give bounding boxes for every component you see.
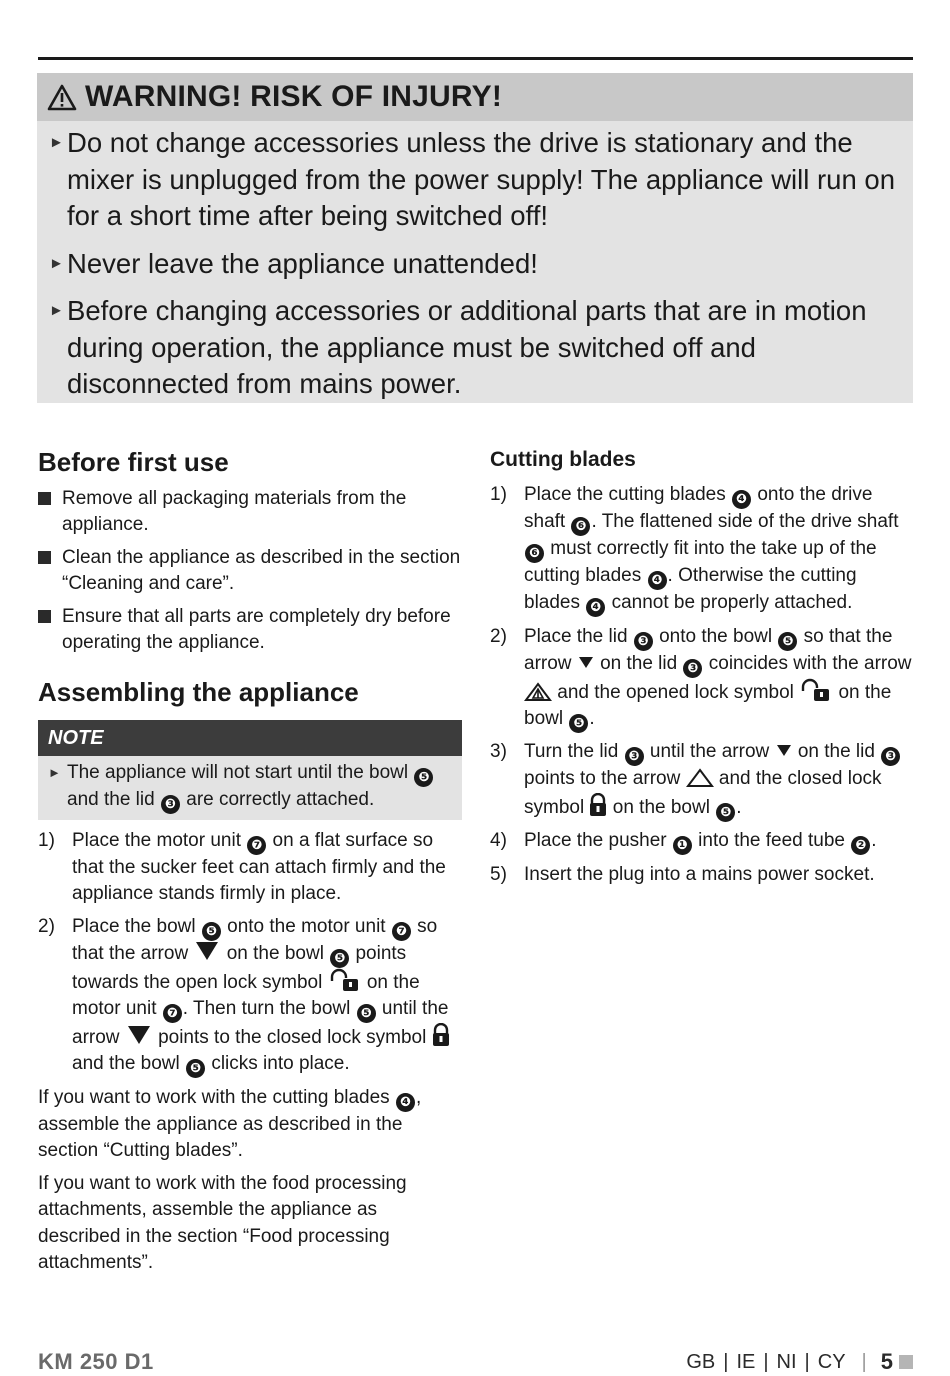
ref-number-icon: ❺ [778, 632, 797, 651]
section-heading-cutting-blades: Cutting blades [490, 448, 636, 471]
section-heading-before-first-use: Before first use [38, 447, 229, 477]
warning-triangle-icon [47, 84, 77, 111]
footer-separator: | [804, 1350, 810, 1373]
step-text [72, 914, 462, 1079]
step-number: 5) [490, 863, 507, 885]
step-text-part: into the feed tube [698, 830, 845, 852]
ref-number-icon: ❹ [648, 571, 667, 590]
step-text-part: until the arrow [72, 998, 449, 1049]
step-text-part: on the bowl [524, 681, 892, 729]
ref-number-icon: ❸ [683, 659, 702, 678]
arrow-bullet-icon: ► [49, 254, 64, 272]
warning-item [49, 293, 899, 403]
ref-number-icon: ❺ [569, 714, 588, 733]
arrow-down-icon [777, 745, 791, 756]
list-item [38, 604, 462, 657]
arrow-bullet-icon: ► [49, 134, 64, 151]
ref-number-icon: ❸ [161, 795, 180, 814]
step-text-part: onto the drive shaft [524, 484, 873, 532]
step-text-part: clicks into place. [211, 1053, 350, 1075]
page-marker-square [899, 1355, 913, 1369]
ref-number-icon: ❻ [525, 544, 544, 563]
step-text [524, 739, 912, 821]
ref-number-icon: ❸ [881, 747, 900, 766]
footer-country: CY [817, 1350, 846, 1373]
arrow-down-icon [196, 942, 218, 960]
before-first-use-list [38, 486, 462, 657]
step-text-part: so that the arrow [72, 915, 438, 964]
step-text-part: on the bowl [226, 942, 324, 964]
warning-item [49, 246, 899, 283]
step-text [72, 828, 462, 908]
step-text-part: until the arrow [649, 741, 770, 763]
step-text-part: . Otherwise the cutting blades [524, 565, 857, 613]
step-text-part: Place the bowl [72, 915, 196, 937]
ref-number-icon: ❺ [202, 922, 221, 941]
step-text-part: points towards the open lock symbol [72, 942, 407, 993]
step-text-part: points to the arrow [524, 768, 681, 790]
step-text: Insert the plug into a mains power socket. [524, 863, 875, 885]
ref-number-icon: ❼ [163, 1004, 182, 1023]
cutting-blades-steps [490, 482, 912, 888]
arrow-up-outline-icon [686, 768, 714, 788]
list-item-text: Remove all packaging materials from the appliance. [62, 488, 407, 536]
paragraph-cutting-blades-ref [38, 1085, 462, 1165]
step-text-part: must correctly fit into the take up of the cutting blades [524, 538, 877, 586]
step-text-part: . [871, 830, 877, 852]
note-header: NOTE [38, 720, 462, 756]
step-text-part: and the bowl [72, 1053, 180, 1075]
paragraph-text-part: , assemble the appliance as described in the section “Cutting blades”. [38, 1086, 422, 1162]
paragraph-food-processing-ref: If you want to work with the food processing attachments, assemble the appliance as described in the section “Food processing attachments”. [38, 1173, 407, 1273]
ref-number-icon: ❻ [571, 517, 590, 536]
step-item [38, 828, 462, 908]
footer-country: NI [776, 1350, 797, 1373]
step-text-part: on the bowl [612, 796, 710, 818]
step-text [524, 828, 877, 855]
square-bullet-icon [38, 551, 51, 564]
warning-list [37, 121, 913, 403]
square-bullet-icon [38, 610, 51, 623]
step-text-part: Place the cutting blades [524, 484, 726, 505]
ref-number-icon: ❺ [357, 1004, 376, 1023]
page-number: 5 [880, 1349, 893, 1374]
ref-number-icon: ❹ [586, 598, 605, 617]
assembly-steps [38, 828, 462, 1079]
ref-number-icon: ❺ [330, 949, 349, 968]
ref-number-icon: ❸ [625, 747, 644, 766]
arrow-down-icon [579, 657, 593, 668]
ref-number-icon: ❺ [716, 803, 735, 822]
footer-separator: | [723, 1350, 729, 1373]
step-text-part: and the opened lock symbol [557, 681, 794, 703]
ref-number-icon: ❼ [392, 922, 411, 941]
warning-item-text: Never leave the appliance unattended! [67, 247, 538, 279]
step-number: 2) [490, 625, 507, 647]
section-heading-assembling: Assembling the appliance [38, 676, 359, 707]
note-body [38, 756, 462, 820]
list-item [38, 545, 462, 598]
top-rule [38, 57, 913, 60]
step-number: 3) [490, 741, 507, 763]
step-text-part: Place the motor unit [72, 829, 241, 851]
arrow-bullet-icon: ► [49, 302, 64, 319]
arrow-bullet-icon: ► [48, 764, 61, 780]
step-text-part: coincides with the arrow [708, 652, 912, 674]
footer-country: GB [686, 1350, 716, 1373]
ref-number-icon: ❶ [673, 836, 692, 855]
step-text-part: . The flattened side of the drive shaft [591, 511, 899, 532]
note-text-part: and the lid [67, 788, 155, 810]
step-text-part: cannot be properly attached. [611, 592, 853, 613]
arrow-up-marker-icon [524, 682, 552, 702]
step-text-part: on the lid [600, 652, 678, 674]
footer-country: IE [736, 1350, 756, 1373]
closed-lock-icon [589, 793, 607, 817]
step-item [490, 482, 912, 617]
list-item [38, 486, 462, 539]
footer-separator: | [763, 1350, 769, 1373]
step-item [490, 624, 912, 733]
paragraph-text-part: If you want to work with the cutting blades [38, 1086, 390, 1108]
ref-number-icon: ❸ [634, 632, 653, 651]
step-text-part: on a flat surface so that the sucker feet can attach firmly and the appliance stands firmly in place. [72, 829, 446, 905]
square-bullet-icon [38, 492, 51, 505]
step-text-part: . Then turn the bowl [182, 998, 351, 1020]
warning-item-text: Do not change accessories unless the drive is stationary and the mixer is unplugged from the power supply! The appliance will run on for a short time after being switched off! [67, 127, 895, 231]
footer-page-info [686, 1349, 913, 1375]
step-item [38, 914, 462, 1079]
ref-number-icon: ❼ [247, 836, 266, 855]
step-text-part: and the closed lock symbol [524, 768, 882, 818]
right-column [490, 444, 912, 894]
note-text-part: The appliance will not start until the bowl [67, 761, 409, 783]
warning-header [37, 73, 913, 121]
warning-box [37, 73, 913, 403]
footer-model-number: KM 250 D1 [38, 1349, 154, 1374]
step-item [490, 862, 912, 888]
closed-lock-icon [432, 1023, 450, 1047]
step-text-part: . [589, 707, 595, 729]
step-number: 2) [38, 915, 55, 937]
list-item-text: Ensure that all parts are completely dry before operating the appliance. [62, 606, 451, 654]
note-text [67, 760, 452, 814]
ref-number-icon: ❺ [186, 1059, 205, 1078]
step-number: 1) [38, 829, 55, 851]
footer-separator: | [861, 1350, 867, 1373]
step-text-part: . [736, 796, 742, 818]
step-text-part: Turn the lid [524, 741, 619, 763]
step-text-part: onto the motor unit [227, 915, 386, 937]
step-number: 4) [490, 830, 507, 852]
ref-number-icon: ❹ [396, 1093, 415, 1112]
step-text-part: so that the arrow [524, 625, 893, 674]
step-text-part: on the lid [797, 741, 875, 763]
warning-item [49, 125, 899, 235]
note-text-part: are correctly attached. [186, 788, 375, 810]
ref-number-icon: ❷ [851, 836, 870, 855]
ref-number-icon: ❺ [414, 768, 433, 787]
open-lock-icon [328, 968, 362, 992]
step-text-part: points to the closed lock symbol [158, 1027, 427, 1049]
step-text-part: onto the bowl [659, 625, 773, 647]
left-column [38, 444, 462, 1276]
step-text [524, 624, 912, 733]
step-text-part: on the motor unit [72, 971, 420, 1020]
open-lock-icon [799, 678, 833, 702]
list-item-text: Clean the appliance as described in the section “Cleaning and care”. [62, 547, 461, 595]
step-text [524, 482, 912, 617]
step-item [490, 828, 912, 855]
arrow-down-icon [128, 1026, 150, 1044]
ref-number-icon: ❹ [732, 490, 751, 509]
step-item [490, 739, 912, 821]
warning-title: WARNING! RISK OF INJURY! [85, 80, 503, 113]
step-number: 1) [490, 484, 507, 505]
step-text-part: Place the pusher [524, 830, 667, 852]
warning-item-text: Before changing accessories or additional parts that are in motion during operation, the appliance must be switched off and disconnected from mains power. [67, 295, 867, 399]
step-text-part: Place the lid [524, 625, 628, 647]
